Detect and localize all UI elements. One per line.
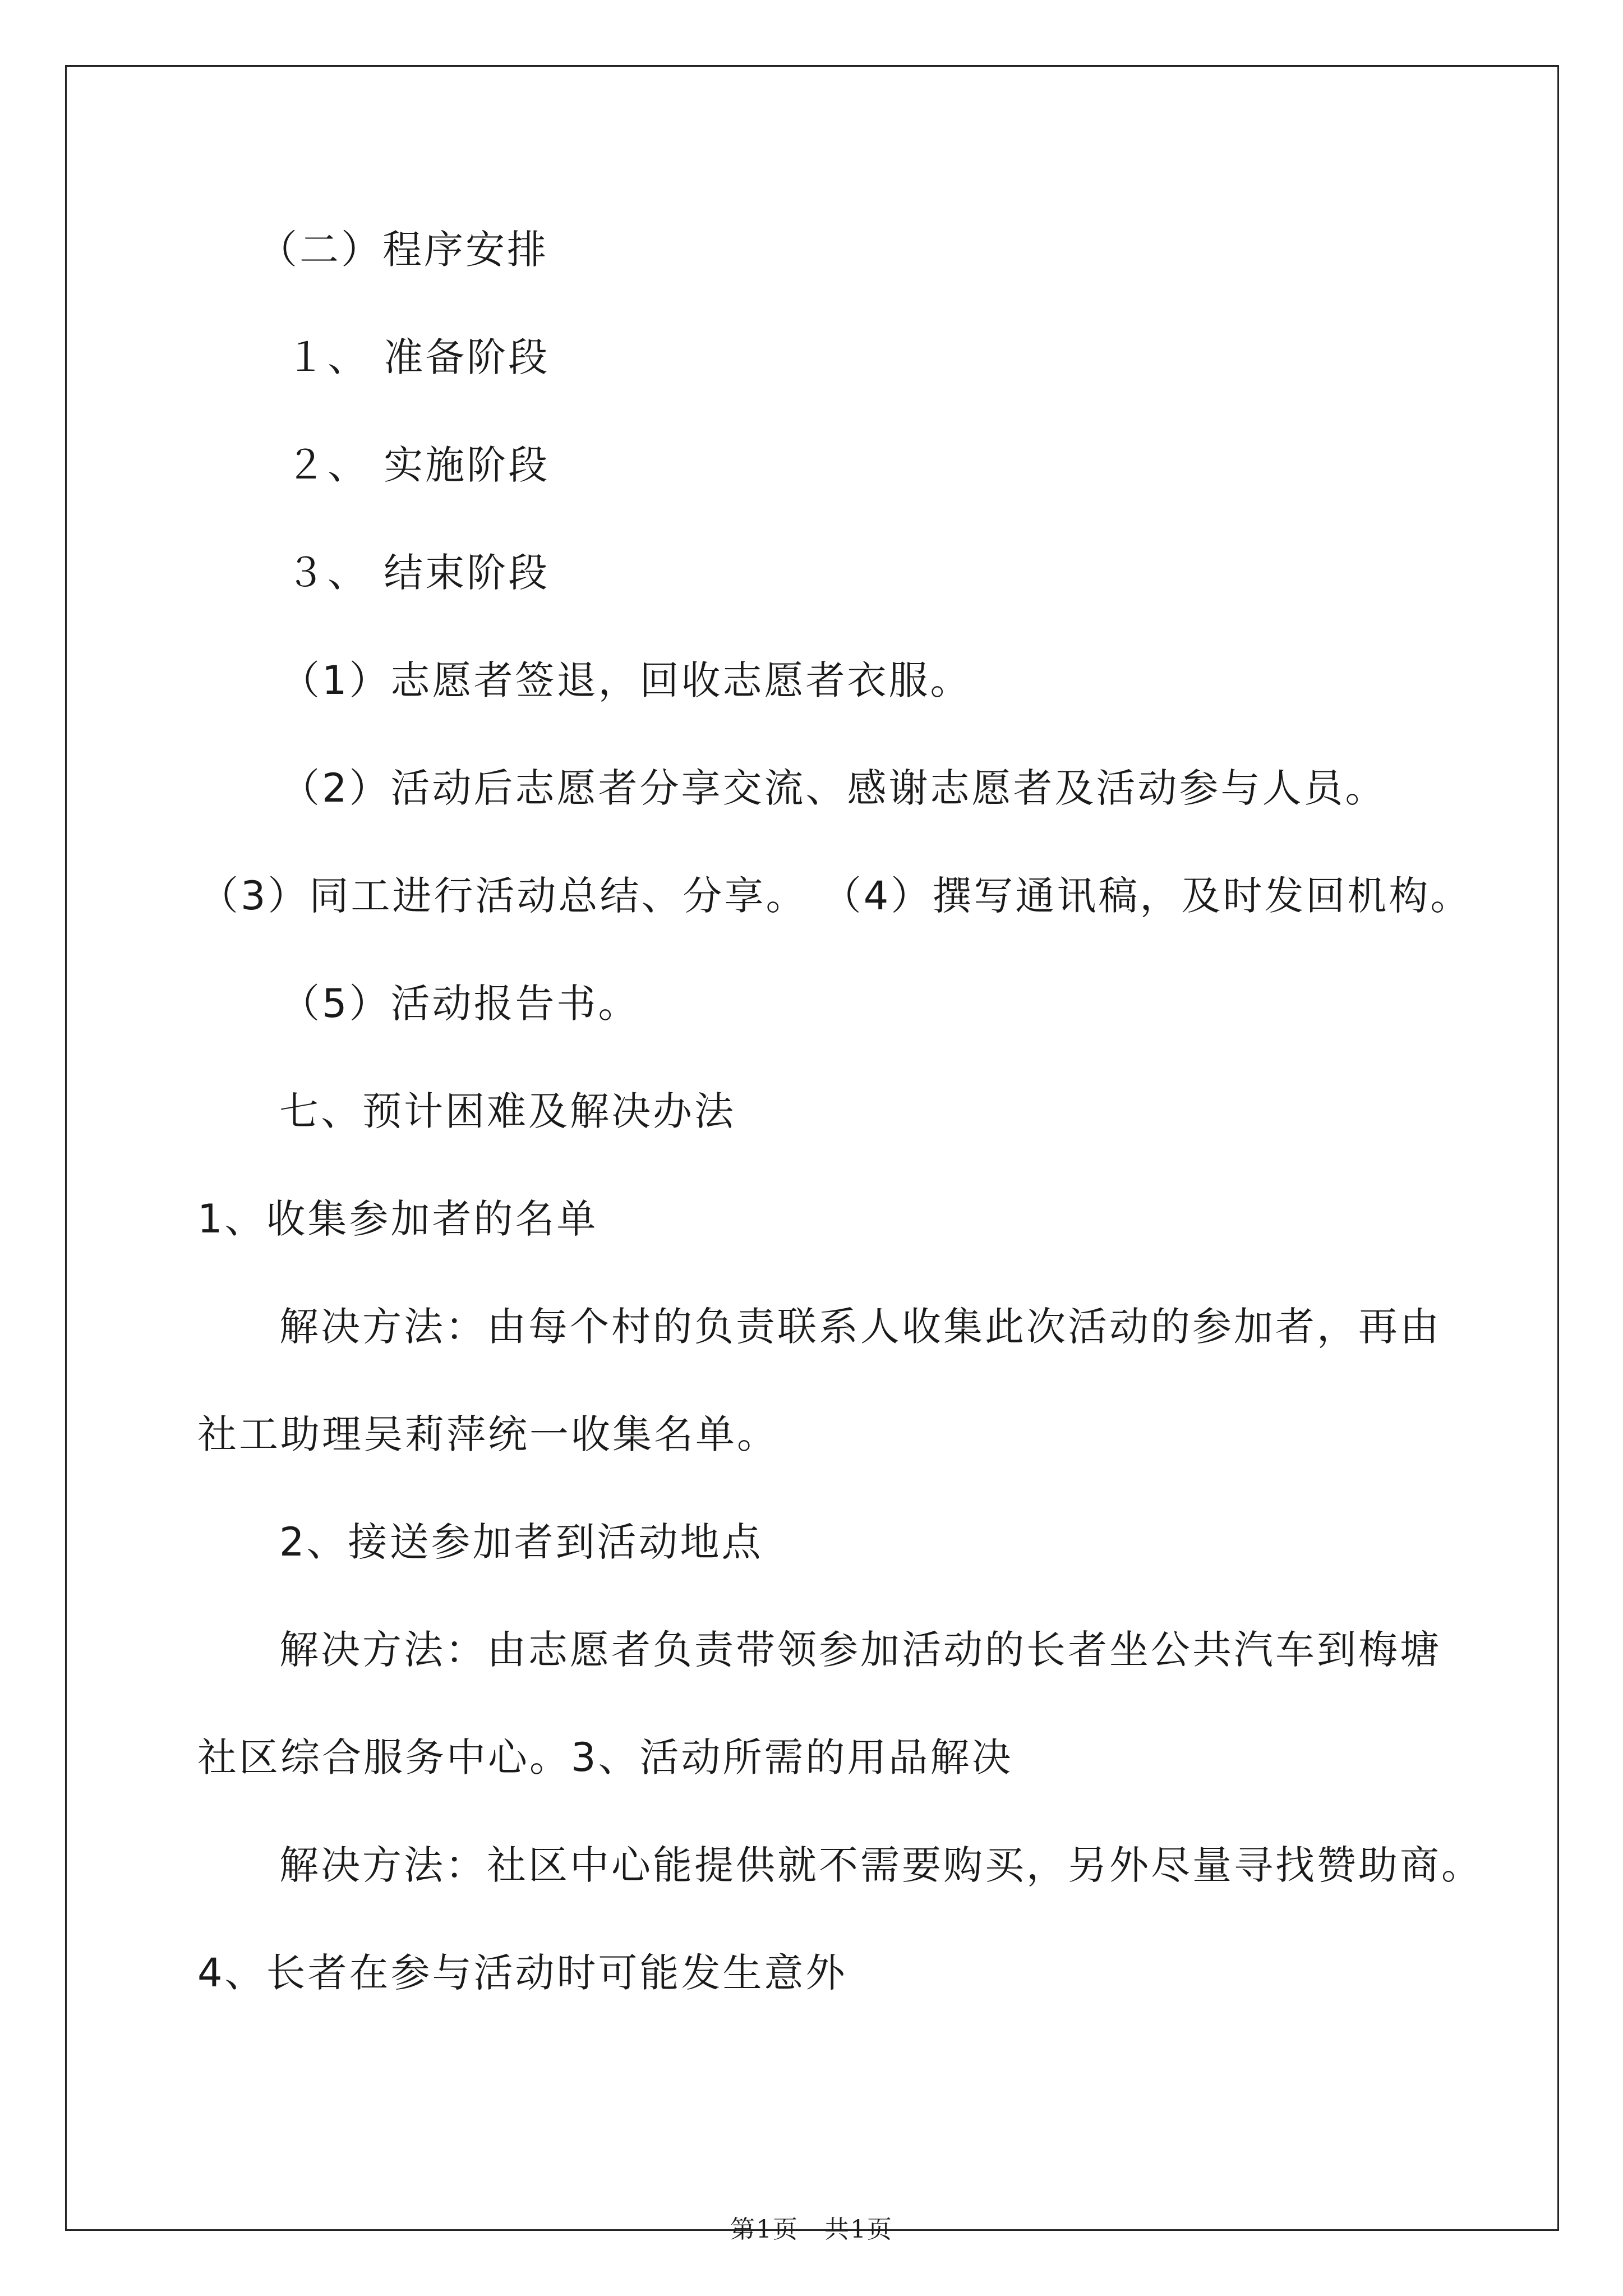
difficulty-2-solution: 解决方法：由志愿者负责带领参加活动的长者坐公共汽车到梅塘: [279, 1627, 1441, 1673]
difficulty-1-solution-cont: 社工助理吴莉萍统一收集名单。: [197, 1411, 778, 1457]
list-item-step-3-4: （3）同工进行活动总结、分享。 （4）撰写通讯稿，及时发回机构。: [199, 873, 1472, 919]
difficulty-4-title: 4、长者在参与活动时可能发生意外: [197, 1950, 847, 1996]
section-heading-program: （二）程序安排: [258, 227, 548, 273]
list-item-end-stage: ３、 结束阶段: [286, 550, 550, 596]
difficulty-2-solution-cont: 社区综合服务中心。3、活动所需的用品解决: [197, 1734, 1013, 1780]
difficulty-1-title: 1、收集参加者的名单: [197, 1196, 598, 1242]
difficulty-2-title: 2、接送参加者到活动地点: [279, 1519, 763, 1565]
list-item-step-5: （5）活动报告书。: [280, 981, 640, 1027]
difficulty-1-solution: 解决方法：由每个村的负责联系人收集此次活动的参加者，再由: [279, 1304, 1441, 1350]
section-heading-difficulties: 七、预计困难及解决办法: [279, 1088, 736, 1134]
difficulty-3-solution: 解决方法：社区中心能提供就不需要购买，另外尽量寻找赞助商。: [279, 1842, 1483, 1888]
list-item-prep-stage: １、 准备阶段: [286, 334, 550, 380]
list-item-step-1: （1）志愿者签退，回收志愿者衣服。: [280, 657, 972, 703]
page-border: [65, 65, 1559, 2231]
list-item-step-2: （2）活动后志愿者分享交流、感谢志愿者及活动参与人员。: [280, 765, 1387, 811]
list-item-implement-stage: ２、 实施阶段: [286, 442, 550, 488]
page-footer: 第1页 共1页: [730, 2215, 893, 2244]
